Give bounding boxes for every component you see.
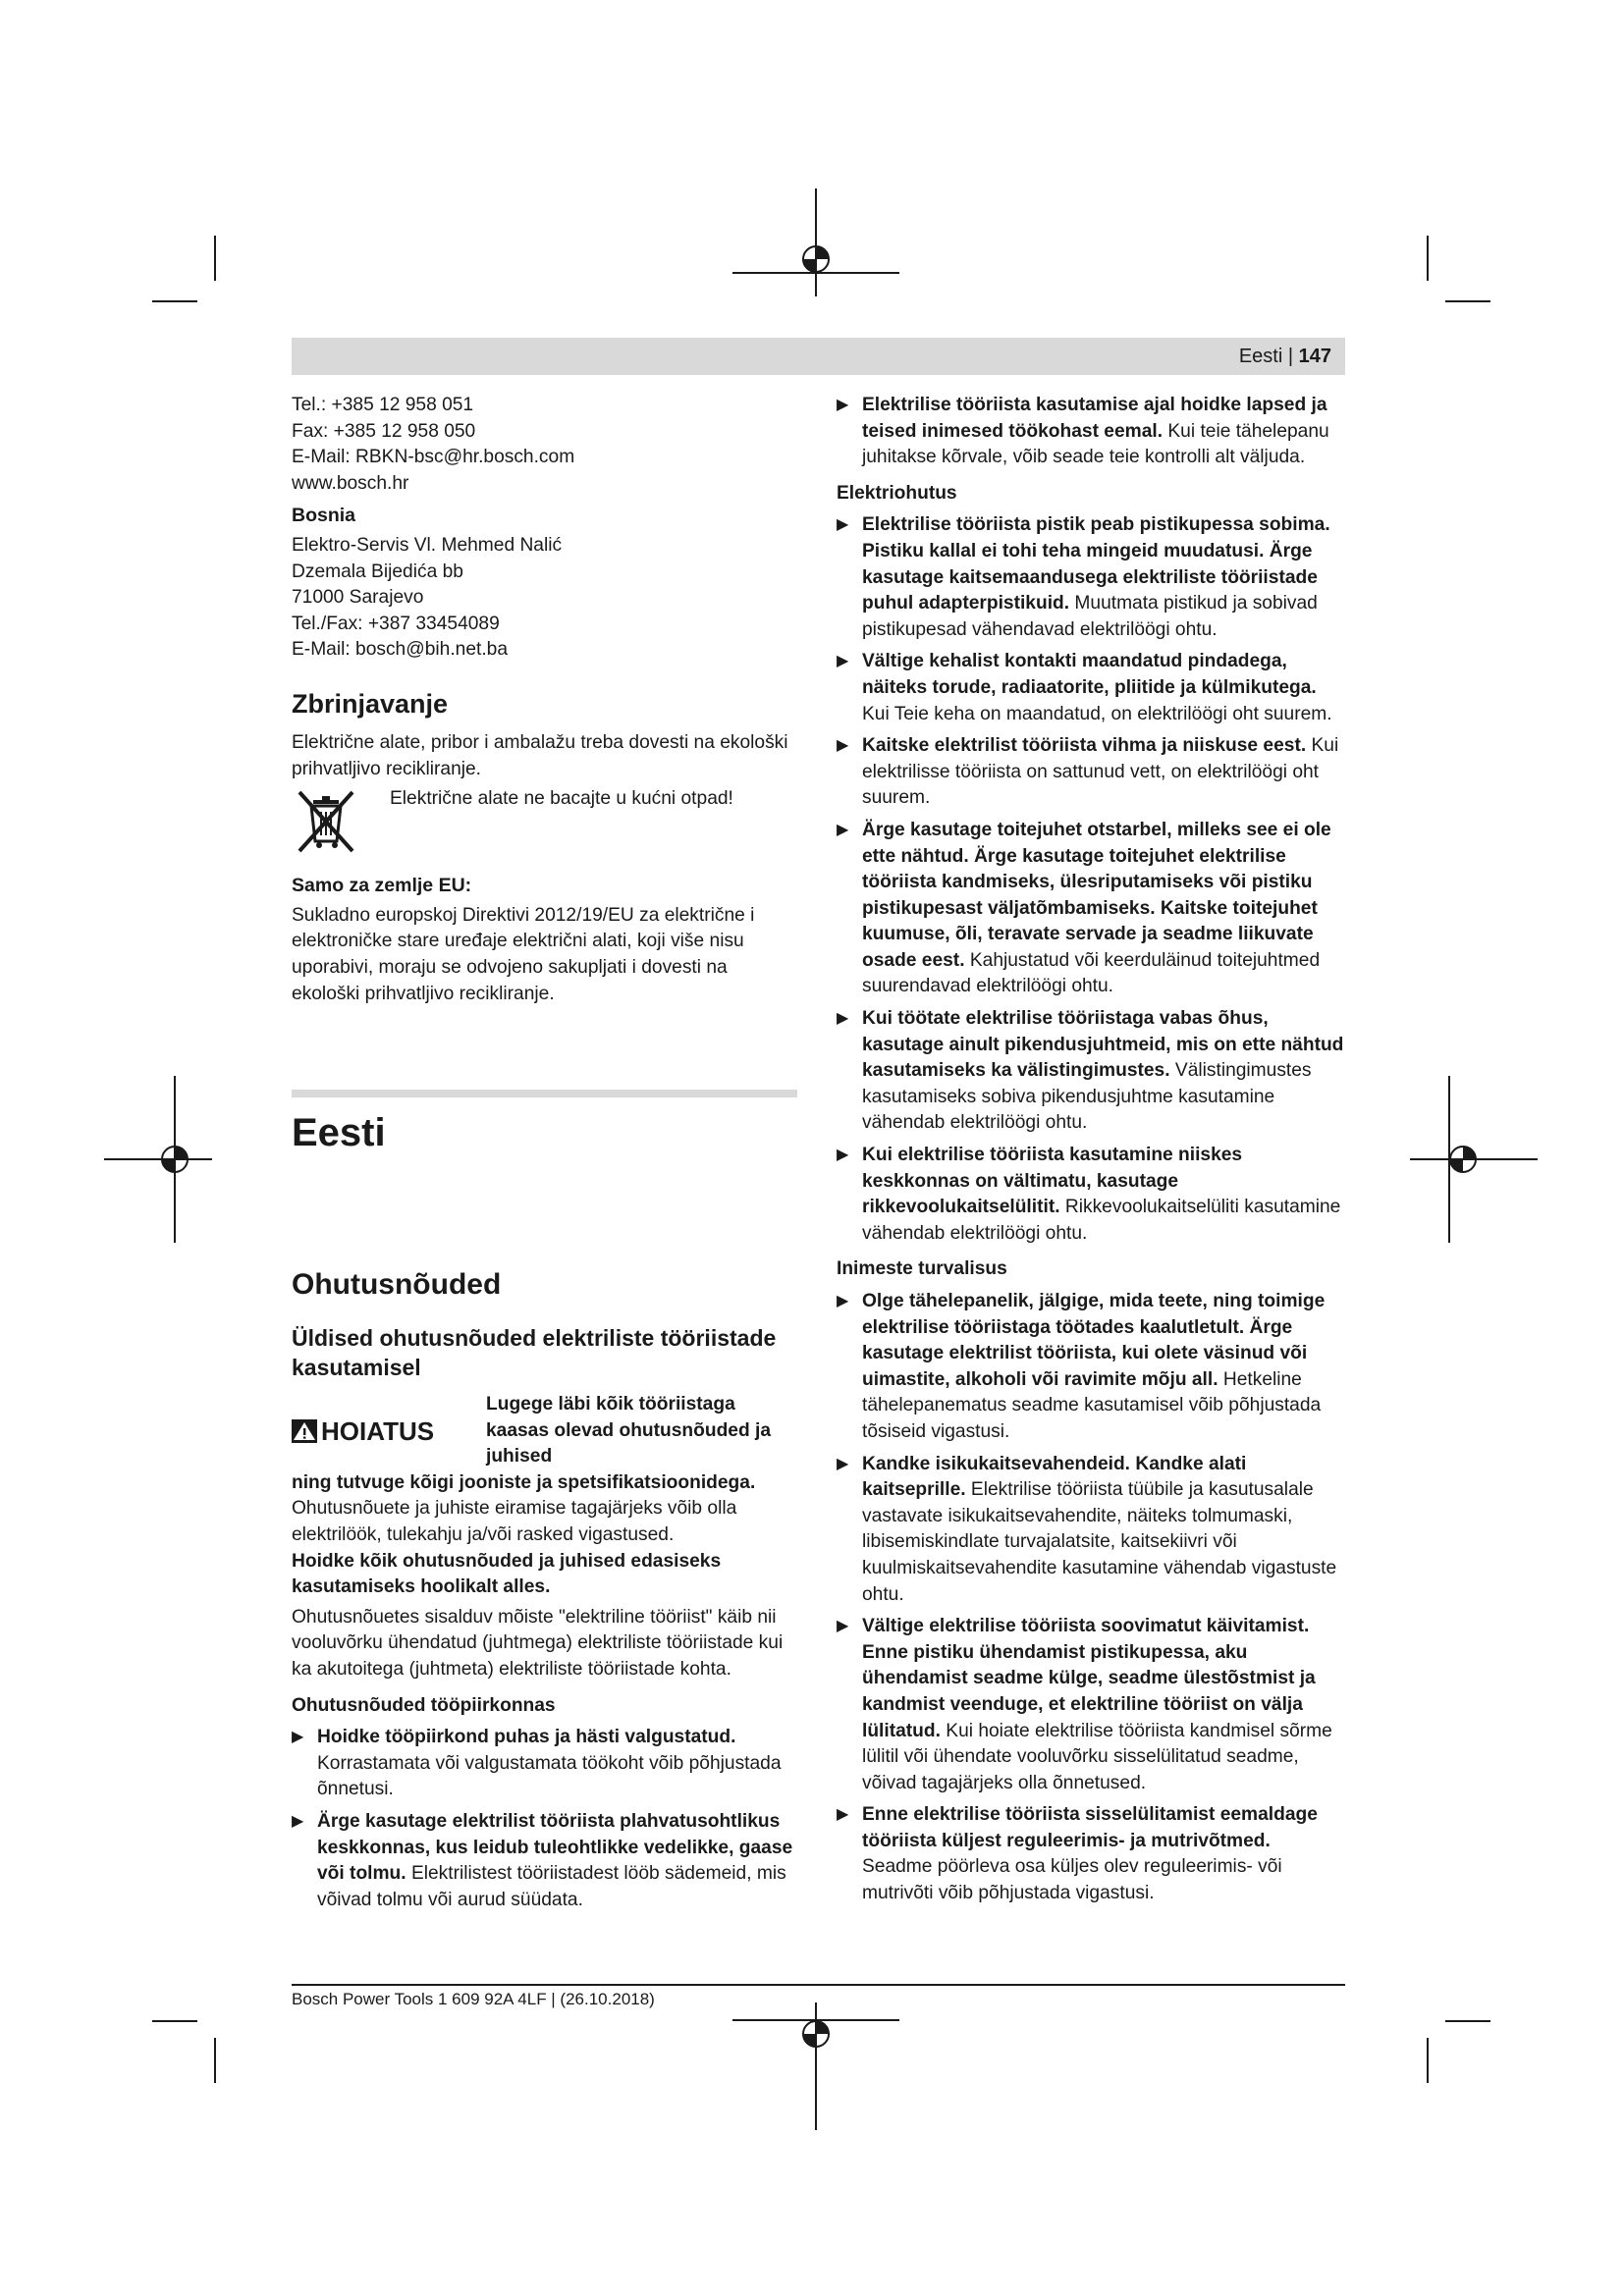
bullet-arrow-icon: ▶ bbox=[837, 516, 849, 534]
bullet-arrow-icon: ▶ bbox=[837, 1147, 849, 1164]
crop-mark bbox=[152, 300, 197, 302]
section-divider bbox=[292, 1090, 797, 1097]
list-item: ▶ Elektrilise tööriista kasutamise ajal hoidke lapsed ja teised inimesed töökohast eemal. Kui teie tähelepanu juhitakse kõrvale, võib seade teie kontrolli alt väljuda. bbox=[837, 393, 1345, 471]
list-item: ▶ Kui töötate elektrilise tööriistaga vabas õhus, kasutage ainult pikendusjuhtmeid, mis on ette nähtud kasutamiseks ka välistingimustes. Välistingimustes kasutamiseks sobiva pikendusjuhtme kasutamine vähendab elektrilöögi ohtu. bbox=[837, 1006, 1345, 1137]
definition-text: Ohutusnõuetes sisalduv mõiste "elektriline tööriist" käib nii vooluvõrku ühendatud (juhtmega) elektriliste tööriistade kui ka akutoitega (juhtmeta) elektriliste tööriistade kohta. bbox=[292, 1606, 784, 1681]
list-item: ▶ Vältige elektrilise tööriista soovimatut käivitamist. Enne pistiku ühendamist pistikupessa, aku ühendamist seadme külge, seadme ülestõstmist ja kandmist veenduge, et elektriline tööriist on välja lülitatud. Kui hoiate elektrilise tööriista kandmisel sõrme lülitil või ühendate vooluvõrku sisselülitatud seadme, võivad tagajärjeks olla õnnetused. bbox=[837, 1614, 1345, 1796]
address-line: Elektro-Servis Vl. Mehmed Nalić bbox=[292, 534, 563, 556]
crop-mark bbox=[214, 2038, 216, 2083]
bullet-arrow-icon: ▶ bbox=[837, 1455, 849, 1472]
warning-block bbox=[292, 1392, 797, 1470]
crop-mark bbox=[1427, 2038, 1429, 2083]
weee-notice bbox=[292, 786, 797, 855]
right-column bbox=[837, 393, 1345, 1907]
safety-title: Ohutusnõuded bbox=[292, 1268, 502, 1302]
crop-mark bbox=[1445, 300, 1490, 302]
crop-mark bbox=[214, 236, 216, 281]
keep-instructions: Hoidke kõik ohutusnõuded ja juhised edasiseks kasutamiseks hoolikalt alles. bbox=[292, 1550, 722, 1598]
bullet-arrow-icon: ▶ bbox=[837, 821, 849, 838]
list-item: ▶ Kaitske elektrilist tööriista vihma ja niiskuse eest. Kui elektrilisse tööriista on sattunud vett, on elektrilöögi oht suurem. bbox=[837, 733, 1345, 812]
registration-mark-icon bbox=[1410, 1076, 1538, 1243]
electrical-safety-heading: Elektriohutus bbox=[837, 482, 957, 504]
section-title: Eesti bbox=[292, 1111, 386, 1155]
address-line: Dzemala Bijedića bb bbox=[292, 561, 463, 582]
contact-line: Tel.: +385 12 958 051 bbox=[292, 395, 474, 415]
page-header: Eesti | 147 bbox=[292, 338, 1345, 375]
bullet-arrow-icon: ▶ bbox=[837, 737, 849, 755]
registration-mark-icon bbox=[104, 1076, 212, 1243]
general-safety-title: Üldised ohutusnõuded elektriliste tööriistade kasutamisel bbox=[292, 1325, 777, 1381]
weee-text: Električne alate ne bacajte u kućni otpad! bbox=[390, 788, 733, 810]
address-line: E-Mail: bosch@bih.net.ba bbox=[292, 639, 508, 661]
crossed-out-bin-icon bbox=[292, 786, 360, 855]
bullet-arrow-icon: ▶ bbox=[837, 1618, 849, 1635]
registration-mark-icon bbox=[732, 188, 899, 296]
contact-line: Fax: +385 12 958 050 bbox=[292, 420, 476, 442]
eu-heading: Samo za zemlje EU: bbox=[292, 875, 472, 897]
bullet-arrow-icon: ▶ bbox=[837, 1806, 849, 1824]
bullet-arrow-icon: ▶ bbox=[837, 397, 849, 413]
disposal-text: Električne alate, pribor i ambalažu treba dovesti na ekološki prihvatljivo recikliranje. bbox=[292, 731, 788, 779]
warning-triangle-icon bbox=[292, 1419, 317, 1443]
registration-mark-icon bbox=[732, 2002, 899, 2130]
list-item: ▶ Ärge kasutage elektrilist tööriista plahvatusohtlikus keskkonnas, kus leidub tuleohtlikke vedelikke, gaase või tolmu. Elektrilistest tööriistadest lööb sädemeid, mis võivad tolmu või aurud süüdata. bbox=[292, 1809, 797, 1913]
warning-text: Lugege läbi kõik tööriistaga kaasas olevad ohutusnõuded ja juhised bbox=[486, 1394, 772, 1468]
bullet-arrow-icon: ▶ bbox=[292, 1813, 304, 1830]
bullet-arrow-icon: ▶ bbox=[837, 653, 849, 670]
warning-label: HOIATUS bbox=[321, 1415, 435, 1446]
page-number: 147 bbox=[1298, 346, 1331, 367]
warning-text-continued: ning tutvuge kõigi jooniste ja spetsifikatsioonidega. bbox=[292, 1471, 756, 1493]
contact-line: www.bosch.hr bbox=[292, 472, 409, 494]
header-language: Eesti bbox=[1238, 346, 1283, 367]
disposal-heading: Zbrinjavanje bbox=[292, 688, 449, 719]
country-heading: Bosnia bbox=[292, 505, 356, 527]
warning-consequence: Ohutusnõuete ja juhiste eiramise tagajärjeks võib olla elektrilöök, tulekahju ja/või rasked vigastused. bbox=[292, 1498, 737, 1546]
address-line: Tel./Fax: +387 33454089 bbox=[292, 613, 500, 634]
left-column bbox=[292, 393, 797, 1913]
list-item: ▶ Hoidke tööpiirkond puhas ja hästi valgustatud. Korrastamata või valgustamata töökoht võib põhjustada õnnetusi. bbox=[292, 1725, 797, 1803]
crop-mark bbox=[1445, 2020, 1490, 2022]
bullet-arrow-icon: ▶ bbox=[292, 1729, 304, 1746]
footer-divider bbox=[292, 1984, 1345, 1986]
list-item: ▶ Ärge kasutage toitejuhet otstarbel, milleks see ei ole ette nähtud. Ärge kasutage toitejuhet elektrilise tööriista kandmiseks, ülesriputamiseks või pistiku pistikupesast väljatõmbamiseks. Kaitske toitejuhet kuumuse, õli, teravate servade ja seadme liikuvate osade eest. Kahjustatud või keerduläinud toitejuhtmed suurendavad elektrilöögi ohtu. bbox=[837, 818, 1345, 1000]
address-line: 71000 Sarajevo bbox=[292, 587, 424, 609]
contact-line: E-Mail: RBKN-bsc@hr.bosch.com bbox=[292, 447, 575, 468]
bullet-arrow-icon: ▶ bbox=[837, 1293, 849, 1309]
crop-mark bbox=[1427, 236, 1429, 281]
list-item: ▶ Vältige kehalist kontakti maandatud pindadega, näiteks torude, radiaatorite, pliitide ja külmikutega. Kui Teie keha on maandatud, on elektrilöögi oht suurem. bbox=[837, 649, 1345, 727]
crop-mark bbox=[152, 2020, 197, 2022]
bullet-arrow-icon: ▶ bbox=[837, 1010, 849, 1028]
list-item: ▶ Kui elektrilise tööriista kasutamine niiskes keskkonnas on vältimatu, kasutage rikkevoolukaitselülitit. Rikkevoolukaitselüliti kasutamine vähendab elektrilöögi ohtu. bbox=[837, 1143, 1345, 1247]
list-item: ▶ Kandke isikukaitsevahendeid. Kandke alati kaitseprille. Elektrilise tööriista tüübile ja kasutusalale vastavate isikukaitsevahendite, näiteks tolmumaski, libisemiskindlate turvajalatsite, kaitsekiivri või kuulmiskaitsevahendite kasutamine vähendab vigastuste ohtu. bbox=[837, 1452, 1345, 1609]
workplace-heading: Ohutusnõuded tööpiirkonnas bbox=[292, 1694, 556, 1716]
eu-text: Sukladno europskoj Direktivi 2012/19/EU za električne i elektroničke stare uređaje električni alati, koji više nisu uporabivi, moraju se odvojeno sakupljati i dovesti na ekološki prihvatljivo recikliranje. bbox=[292, 904, 755, 1004]
list-item: ▶ Enne elektrilise tööriista sisselülitamist eemaldage tööriista küljest reguleerimis- ja mutrivõtmed. Seadme pöörleva osa küljes olev reguleerimis- või mutrivõti võib põhjustada vigastusi. bbox=[837, 1802, 1345, 1906]
list-item: ▶ Olge tähelepanelik, jälgige, mida teete, ning toimige elektrilise tööriistaga töötades kaalutletult. Ärge kasutage elektrilist tööriista, kui olete väsinud või uimastite, alkoholi või ravimite mõju all. Hetkeline tähelepanematus seadme kasutamisel võib põhjustada tõsiseid vigastusi. bbox=[837, 1289, 1345, 1446]
personal-safety-heading: Inimeste turvalisus bbox=[837, 1258, 1007, 1280]
list-item: ▶ Elektrilise tööriista pistik peab pistikupessa sobima. Pistiku kallal ei tohi teha mingeid muudatusi. Ärge kasutage kaitsemaandusega elektriliste tööriistade puhul adapterpistikuid. Muutmata pistikud ja sobivad pistikupesad vähendavad elektrilöögi ohtu. bbox=[837, 512, 1345, 643]
page-footer: Bosch Power Tools 1 609 92A 4LF | (26.10.2018) bbox=[292, 1990, 655, 2008]
